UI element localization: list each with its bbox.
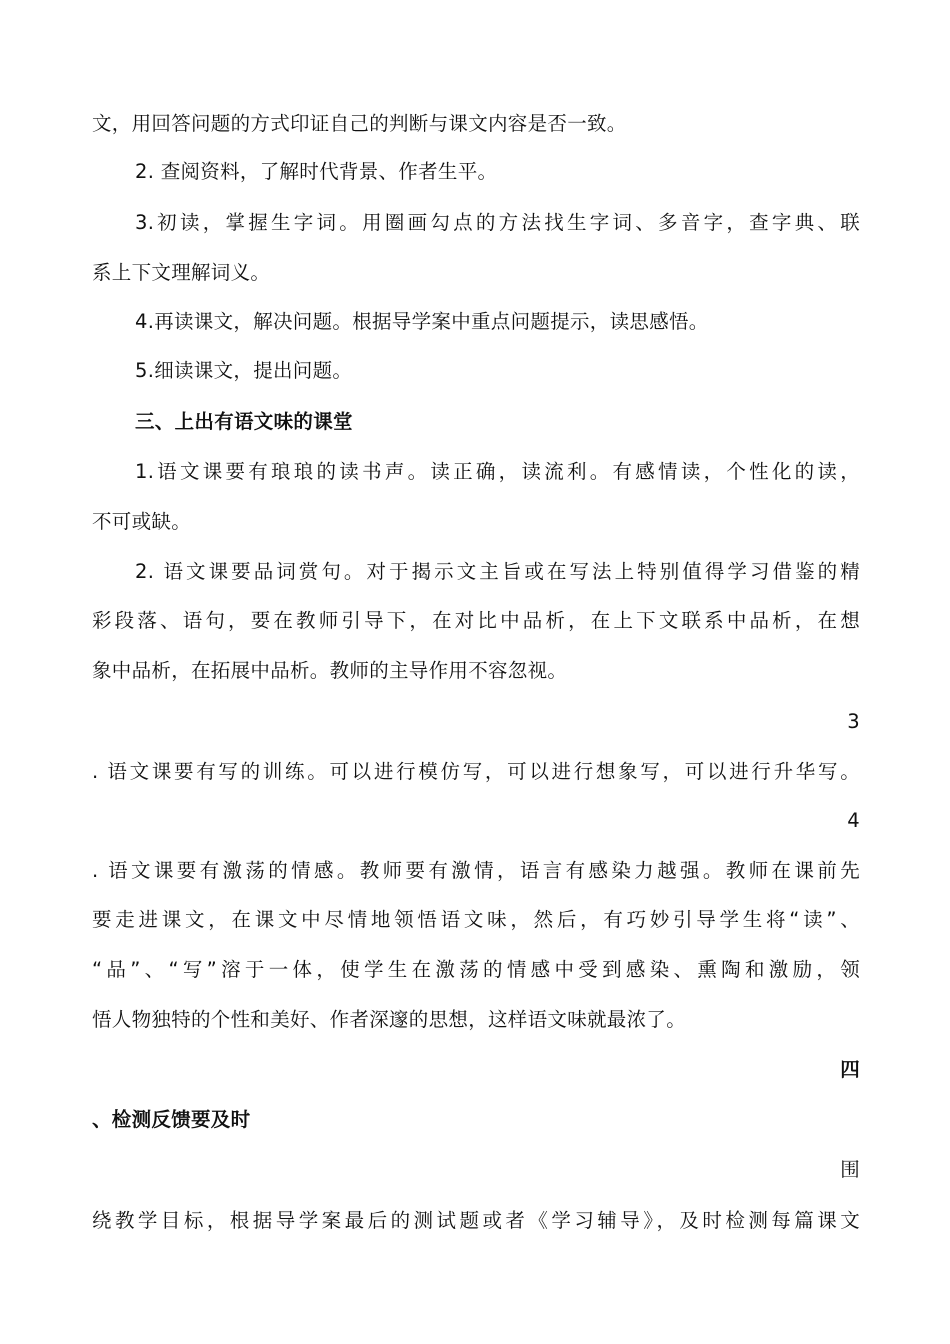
paragraph-line: “品”、“写”溶于一体，使学生在激荡的情感中受到感染、熏陶和激励，领 (92, 958, 860, 981)
paragraph-line: 象中品析，在拓展中品析。教师的主导作用不容忽视。 (92, 659, 568, 682)
paragraph-line: . 语文课要有激荡的情感。教师要有激情，语言有感染力越强。教师在课前先 (92, 859, 860, 882)
list-number: 3 (847, 710, 860, 733)
paragraph-line: 不可或缺。 (92, 510, 192, 533)
paragraph-line: 彩段落、语句，要在教师引导下，在对比中品析，在上下文联系中品析，在想 (92, 609, 860, 632)
paragraph-line: 3.初读，掌握生字词。用圈画勾点的方法找生字词、多音字，查字典、联 (135, 211, 860, 234)
paragraph-line: 2. 语文课要品词赏句。对于揭示文主旨或在写法上特别值得学习借鉴的精 (135, 560, 860, 583)
paragraph-line: . 语文课要有写的训练。可以进行模仿写，可以进行想象写，可以进行升华写。 (92, 760, 860, 783)
section-heading-number: 四 (840, 1058, 860, 1081)
paragraph-line: 4.再读课文，解决问题。根据导学案中重点问题提示，读思感悟。 (135, 310, 709, 333)
paragraph-line: 要走进课文，在课文中尽情地领悟语文味，然后，有巧妙引导学生将“读”、 (92, 908, 860, 931)
paragraph-line: 2. 查阅资料，了解时代背景、作者生平。 (135, 160, 498, 183)
paragraph-line: 文，用回答问题的方式印证自己的判断与课文内容是否一致。 (92, 112, 627, 135)
section-heading: 三、上出有语文味的课堂 (135, 410, 353, 433)
paragraph-line: 5.细读课文，提出问题。 (135, 359, 353, 382)
section-heading: 、检测反馈要及时 (92, 1108, 251, 1131)
paragraph-line: 系上下文理解词义。 (92, 261, 271, 284)
paragraph-line: 绕教学目标，根据导学案最后的测试题或者《学习辅导》，及时检测每篇课文 (92, 1209, 860, 1232)
paragraph-line: 悟人物独特的个性和美好、作者深邃的思想，这样语文味就最浓了。 (92, 1008, 687, 1031)
paragraph-line: 1.语文课要有琅琅的读书声。读正确，读流利。有感情读，个性化的读， (135, 460, 860, 483)
paragraph-line: 围 (840, 1158, 860, 1181)
list-number: 4 (847, 809, 860, 832)
